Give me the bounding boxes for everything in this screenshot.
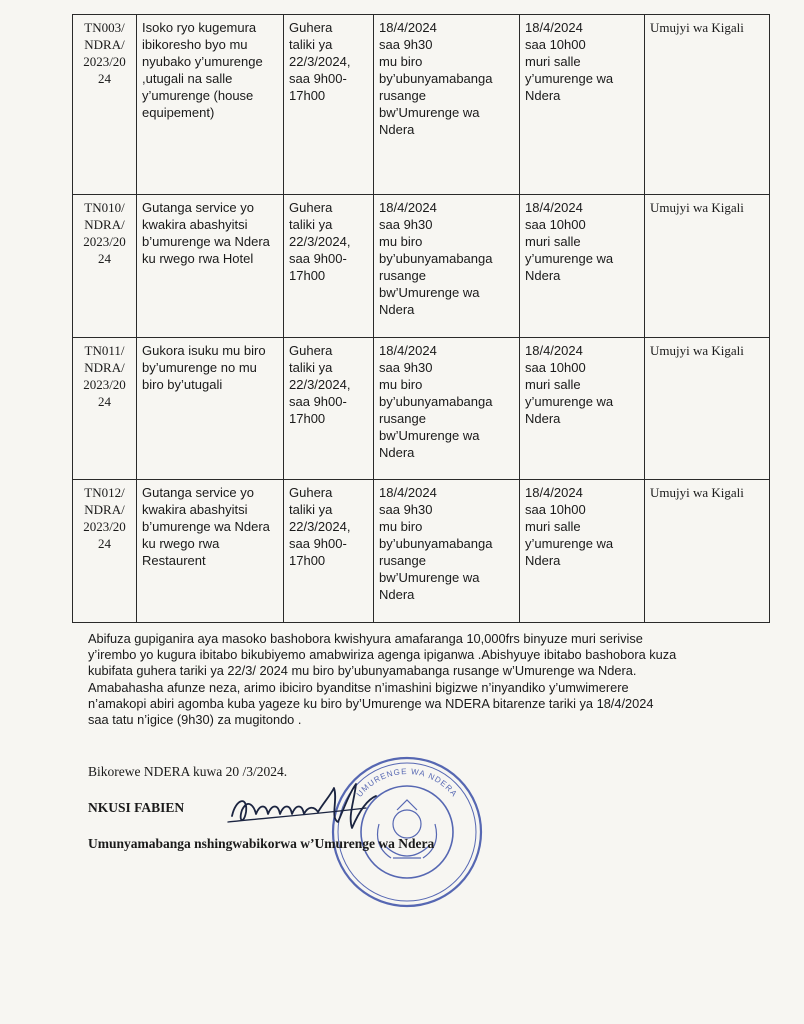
- tender-code-text: TN012/ NDRA/ 2023/20 24: [83, 485, 126, 551]
- tender-code-text: TN010/ NDRA/ 2023/20 24: [83, 200, 126, 266]
- tender-start: [284, 480, 374, 623]
- notice-line: saa tatu n’igice (9h30) za mugitondo .: [88, 712, 302, 728]
- tender-description: [137, 15, 284, 195]
- tender-closing: [374, 338, 520, 480]
- tender-description: [137, 195, 284, 338]
- tender-start: [284, 338, 374, 480]
- tender-opening-text: 18/4/2024 saa 10h00 muri salle y’umurenge wa Ndera: [525, 343, 614, 426]
- notice-line: Abifuza gupiganira aya masoko bashobora kwishyura amafaranga 10,000frs binyuze muri serivise: [88, 631, 643, 646]
- notice-line: y’irembo yo kugura ibitabo bikubiyemo amabwiriza agenga ipiganwa .Abishyuye ibitabo bashobora kuza: [88, 647, 677, 663]
- tender-code: [73, 15, 137, 195]
- notice-line: kubifata guhera tariki ya 22/3/ 2024 mu biro by’ubunyamabanga rusange w’Umurenge wa Ndera.: [88, 663, 637, 679]
- tender-closing-text: 18/4/2024 saa 9h30 mu biro by’ubunyamabanga rusange bw’Umurenge wa Ndera: [379, 200, 493, 317]
- tender-opening-text: 18/4/2024 saa 10h00 muri salle y’umurenge wa Ndera: [525, 200, 614, 283]
- table-row: [73, 480, 770, 623]
- tender-code-text: TN011/ NDRA/ 2023/20 24: [83, 343, 126, 409]
- tender-start-text: Guhera taliki ya 22/3/2024, saa 9h00- 17h00: [289, 343, 351, 426]
- tender-code-text: TN003/ NDRA/ 2023/20 24: [83, 20, 126, 86]
- tender-closing-text: 18/4/2024 saa 9h30 mu biro by’ubunyamabanga rusange bw’Umurenge wa Ndera: [379, 343, 493, 460]
- handwritten-signature: [226, 778, 386, 838]
- tender-description-text: Gutanga service yo kwakira abashyitsi b’umurenge wa Ndera ku rwego rwa Hotel: [142, 200, 270, 266]
- table-row: [73, 15, 770, 195]
- tender-closing-text: 18/4/2024 saa 9h30 mu biro by’ubunyamabanga rusange bw’Umurenge wa Ndera: [379, 485, 493, 602]
- tender-opening: [520, 15, 645, 195]
- table-row: [73, 338, 770, 480]
- tender-location: [645, 480, 770, 623]
- tender-opening: [520, 338, 645, 480]
- tender-description: [137, 480, 284, 623]
- tender-description-text: Gukora isuku mu biro by’umurenge no mu biro by’utugali: [142, 343, 266, 392]
- notice-line: Amabahasha afunze neza, arimo ibiciro byanditse n’imashini bigizwe n’inyandiko y’umwimerere: [88, 679, 629, 695]
- seal-text: UMURENGE WA NDERA: [354, 766, 460, 799]
- issue-date-line: Bikorewe NDERA kuwa 20 /3/2024.: [88, 764, 288, 779]
- tender-location: [645, 15, 770, 195]
- tender-location: [645, 338, 770, 480]
- tender-closing: [374, 480, 520, 623]
- tender-closing-text: 18/4/2024 saa 9h30 mu biro by’ubunyamabanga rusange bw’Umurenge wa Ndera: [379, 20, 493, 137]
- signer-role: Umunyamabanga nshingwabikorwa w’Umurenge wa Ndera: [88, 836, 435, 851]
- tender-location: [645, 195, 770, 338]
- table-row: [73, 195, 770, 338]
- tender-start-text: Guhera taliki ya 22/3/2024, saa 9h00- 17h00: [289, 200, 351, 283]
- tender-opening-text: 18/4/2024 saa 10h00 muri salle y’umurenge wa Ndera: [525, 485, 614, 568]
- tender-opening-text: 18/4/2024 saa 10h00 muri salle y’umurenge wa Ndera: [525, 20, 614, 103]
- notice-line: n’amakopi abiri agomba kuba yageze ku biro by’Umurenge wa NDERA bitarenze tariki ya 18/4/2024: [88, 695, 654, 711]
- tender-description: [137, 338, 284, 480]
- tender-start: [284, 15, 374, 195]
- tender-start-text: Guhera taliki ya 22/3/2024, saa 9h00- 17h00: [289, 485, 351, 568]
- tender-start: [284, 195, 374, 338]
- tender-closing: [374, 195, 520, 338]
- tender-location-text: Umujyi wa Kigali: [650, 343, 744, 358]
- tender-code: [73, 338, 137, 480]
- tender-description-text: Isoko ryo kugemura ibikoresho byo mu nyubako y’umurenge ,utugali na salle y’umurenge (house equipement): [142, 20, 263, 120]
- bidding-notice: [88, 631, 768, 728]
- tender-opening: [520, 195, 645, 338]
- tender-opening: [520, 480, 645, 623]
- tender-start-text: Guhera taliki ya 22/3/2024, saa 9h00- 17h00: [289, 20, 351, 103]
- tender-table: [72, 14, 770, 623]
- signer-name: NKUSI FABIEN: [88, 800, 185, 815]
- tender-description-text: Gutanga service yo kwakira abashyitsi b’umurenge wa Ndera ku rwego rwa Restaurent: [142, 485, 270, 568]
- tender-location-text: Umujyi wa Kigali: [650, 20, 744, 35]
- tender-location-text: Umujyi wa Kigali: [650, 200, 744, 215]
- tender-code: [73, 480, 137, 623]
- tender-closing: [374, 15, 520, 195]
- tender-location-text: Umujyi wa Kigali: [650, 485, 744, 500]
- tender-code: [73, 195, 137, 338]
